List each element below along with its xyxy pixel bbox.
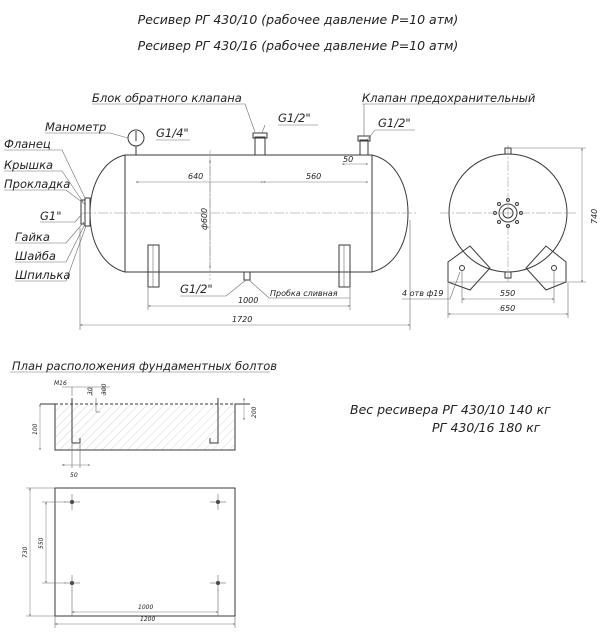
dim-50: 50 (343, 155, 354, 164)
dim-640: 640 (188, 172, 204, 181)
foundation-plan (26, 488, 235, 628)
inlet-flange (85, 198, 90, 226)
plan-550: 550 (38, 537, 45, 549)
drain-thread: G1/2" (180, 282, 213, 296)
check-valve-label: Блок обратного клапана (92, 91, 242, 105)
plan-1000: 1000 (138, 604, 154, 611)
found-m16: М16 (54, 380, 67, 387)
holes-label: 4 отв ф19 (402, 289, 444, 298)
flange-label: Фланец (4, 137, 51, 151)
weight-line-1: Вес ресивера РГ 430/10 140 кг (350, 402, 551, 417)
bolt-holes (64, 494, 226, 591)
drain-label: Пробка сливная (270, 289, 338, 298)
dim-1000: 1000 (238, 296, 259, 305)
title-line-1: Ресивер РГ 430/10 (рабочее давление Р=10 атм) (137, 12, 459, 27)
drain-plug (244, 272, 250, 280)
found-300: 300 (101, 383, 108, 395)
safety-valve-thread: G1/2" (378, 116, 411, 130)
manometer-thread: G1/4" (156, 126, 189, 140)
dim-560: 560 (306, 172, 322, 181)
inlet-thread: G1" (40, 209, 62, 223)
cover-label: Крышка (4, 158, 54, 172)
dim-550: 550 (500, 289, 516, 298)
found-200: 200 (251, 406, 258, 418)
weight-line-2: РГ 430/16 180 кг (432, 420, 541, 435)
tank-shell (90, 155, 408, 272)
plan-730: 730 (22, 546, 29, 558)
found-100: 100 (32, 423, 39, 435)
manometer-gauge (128, 130, 144, 155)
nut-label: Гайка (15, 230, 50, 244)
left-support (148, 245, 159, 287)
dim-1720: 1720 (232, 315, 253, 324)
dim-740: 740 (590, 208, 599, 224)
right-support (339, 245, 350, 287)
gasket-label: Прокладка (4, 177, 71, 191)
foundation-section (10, 372, 270, 468)
plan-1200: 1200 (140, 616, 156, 623)
stud-label: Шпилька (15, 268, 71, 282)
safety-valve-label: Клапан предохранительный (362, 91, 536, 105)
foundation-title: План расположения фундаментных болтов (12, 359, 278, 373)
manometer-label: Манометр (45, 120, 107, 134)
dim-diameter-600: ф600 (200, 207, 209, 230)
found-30: 30 (87, 387, 94, 395)
washer-label: Шайба (15, 249, 56, 263)
check-valve-thread: G1/2" (278, 111, 311, 125)
found-50: 50 (70, 472, 78, 479)
foundation-slab (55, 488, 235, 616)
check-valve-fitting (253, 133, 267, 155)
right-saddle (526, 246, 566, 290)
title-line-2: Ресивер РГ 430/16 (рабочее давление Р=10 атм) (137, 38, 459, 53)
left-saddle (448, 246, 490, 290)
dim-650: 650 (500, 304, 516, 313)
